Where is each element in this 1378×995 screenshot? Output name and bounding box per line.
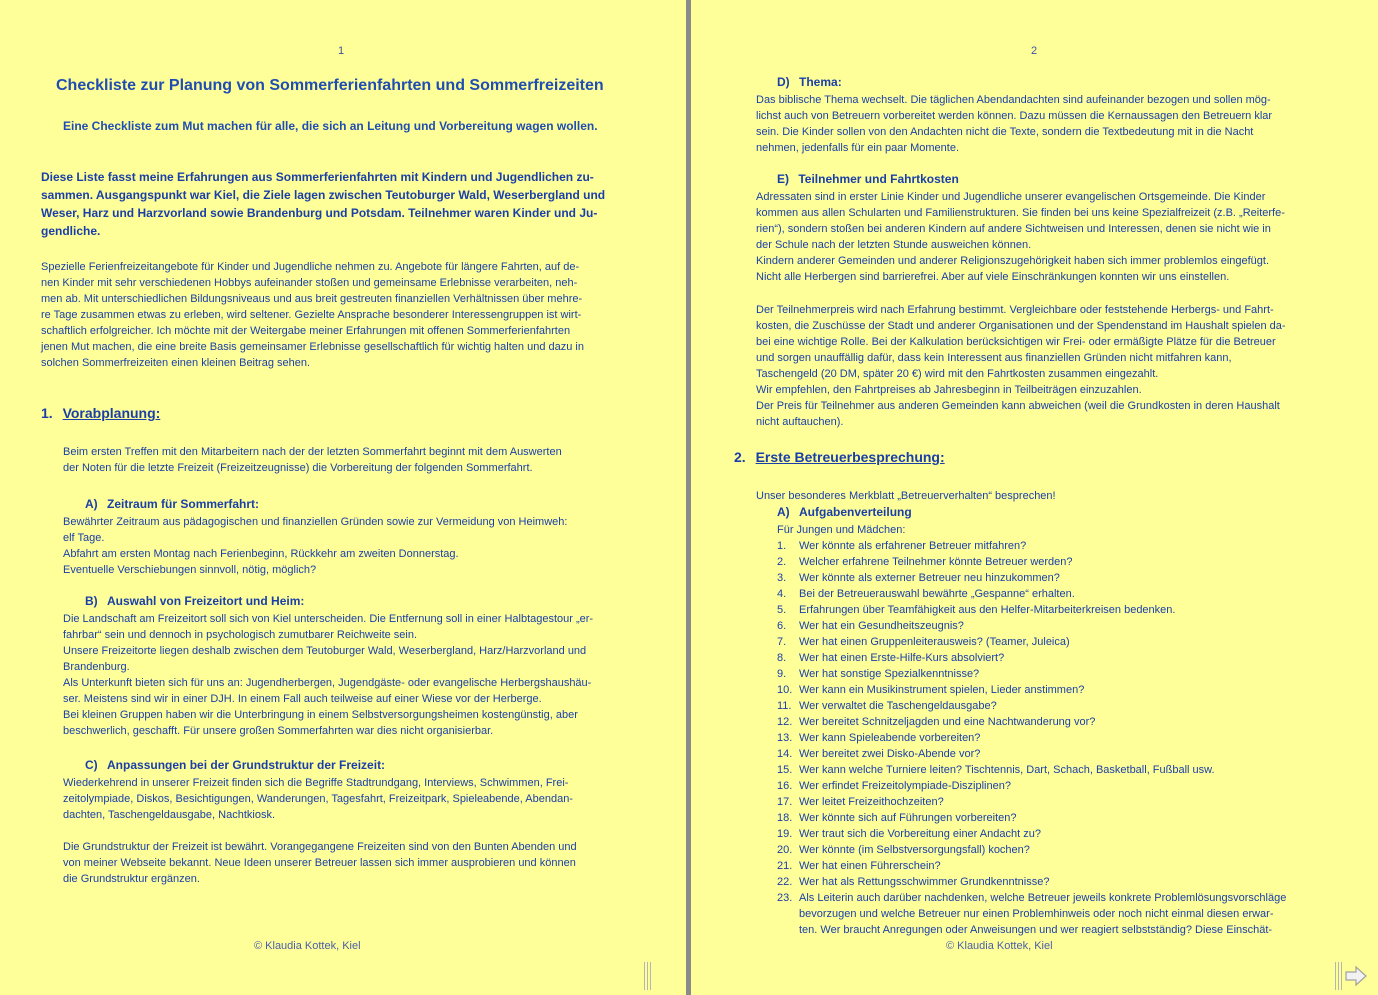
subsection-heading-b: [85, 594, 304, 608]
text-line: sein. Die Kinder sollen von den Andachten nicht die Texte, sondern die Textbedeutung mit in die Nacht: [756, 126, 1254, 138]
text-line: beschwerlich, geschafft. Für unsere großen Sommerfahrten war dies nicht organisierbar.: [63, 725, 494, 737]
text-line: elf Tage.: [63, 532, 105, 544]
text-line: Unsere Freizeitorte liegen deshalb zwischen dem Teutoburger Wald, Weserbergland, Harz/Harzvorland und: [63, 645, 587, 657]
subsection-heading-a2: [777, 505, 912, 519]
list-item: [777, 778, 1286, 794]
list-item-number: 7.: [777, 636, 787, 648]
text-line: Kindern anderer Gemeinden und anderer Religionszugehörigkeit haben sich immer problemlos eingefügt.: [756, 255, 1270, 267]
list-item-number: 14.: [777, 748, 793, 760]
subsection-label: C): [85, 758, 98, 772]
subsection-title: Teilnehmer und Fahrtkosten: [798, 172, 959, 186]
subsection-label: A): [85, 497, 98, 511]
list-item-text: Als Leiterin auch darüber nachdenken, welche Betreuer jeweils konkrete Problemlösungsvorschläge: [799, 892, 1287, 904]
section-title: Vorabplanung:: [62, 405, 161, 421]
list-item: [777, 570, 1286, 586]
subsection-d-paragraph: [756, 92, 1272, 156]
section-heading-1: [41, 405, 160, 421]
list-item: [777, 890, 1286, 906]
list-item-number: 23.: [777, 892, 793, 904]
text-line: Brandenburg.: [63, 661, 130, 673]
subsection-e-paragraph: [756, 189, 1285, 285]
text-line: Diese Liste fasst meine Erfahrungen aus Sommerferienfahrten mit Kindern und Jugendlichen zu-: [41, 170, 594, 184]
list-item: [777, 554, 1286, 570]
text-line: Nicht alle Herbergen sind barrierefrei. Aber auf viele Einschränkungen konnten wir uns einstellen.: [756, 271, 1230, 283]
document-title: Checkliste zur Planung von Sommerferienfahrten und Sommerfreizeiten: [56, 77, 604, 94]
list-item: [777, 602, 1286, 618]
text-line: lichst auch von Betreuern vorbereitet werden können. Dazu müssen die Kernaussagen den Betreuern klar: [756, 110, 1273, 122]
subsection-title: Anpassungen bei der Grundstruktur der Freizeit:: [107, 758, 386, 772]
list-item: [777, 762, 1286, 778]
text-line: Wiederkehrend in unserer Freizeit finden sich die Begriffe Stadtrundgang, Interviews, Schwimmen, Frei-: [63, 777, 569, 789]
list-item-number: 3.: [777, 572, 787, 584]
list-item-number: 5.: [777, 604, 787, 616]
list-item-text: Wer könnte sich auf Führungen vorbereiten?: [799, 812, 1017, 824]
list-item: [777, 618, 1286, 634]
page-number: 2: [1031, 45, 1038, 57]
page-number: 1: [338, 45, 345, 57]
list-item: [777, 826, 1286, 842]
subsection-label: A): [777, 505, 790, 519]
scroll-handle[interactable]: [644, 962, 654, 990]
list-item-number: 12.: [777, 716, 793, 728]
text-line: schaftlich erfolgreicher. Ich möchte mit der Weitergabe meiner Erfahrungen mit offenen Sommerferienfahrten: [41, 325, 571, 337]
list-item-text: Wer kann Spieleabende vorbereiten?: [799, 732, 981, 744]
text-line: Adressaten sind in erster Linie Kinder und Jugendliche unserer evangelischen Ortsgemeinde. Die Kinder: [756, 191, 1266, 203]
list-item: [777, 794, 1286, 810]
subsection-c-paragraph: [63, 775, 573, 823]
text-line: Spezielle Ferienfreizeitangebote für Kinder und Jugendliche nehmen zu. Angebote für längere Fahrten, auf de-: [41, 261, 580, 273]
list-item-number: 2.: [777, 556, 787, 568]
text-line: solchen Sommerfreizeiten einen kleinen Beitrag sehen.: [41, 357, 311, 369]
list-item-number: 18.: [777, 812, 793, 824]
text-line: Der Teilnehmerpreis wird nach Erfahrung bestimmt. Vergleichbare oder feststehende Herbergs- und Fahrt-: [756, 304, 1274, 316]
text-line: men ab. Mit unterschiedlichen Bildungsniveaus und aus breit gestreuten finanziellen Verhältnissen über mehre-: [41, 293, 583, 305]
intro-paragraph: [41, 259, 584, 371]
text-line: rien“), sondern stoßen bei anderen Kindern auf andere Sichtweisen und Interessen, denen sie nicht wie in: [756, 223, 1271, 235]
text-line: die Grundstruktur ergänzen.: [63, 873, 200, 885]
list-item: [777, 714, 1286, 730]
section-title: Erste Betreuerbesprechung:: [755, 449, 945, 465]
list-item-text: Wer könnte als erfahrener Betreuer mitfahren?: [799, 540, 1027, 552]
subsection-heading-c: [85, 758, 385, 772]
list-item-text: Bei der Betreuerauswahl bewährte „Gespanne“ erhalten.: [799, 588, 1075, 600]
text-line: ser. Meistens sind wir in einer DJH. In einem Fall auch teilweise auf einer Wiese vor der Herberge.: [63, 693, 542, 705]
page-footer: © Klaudia Kottek, Kiel: [946, 940, 1053, 952]
text-line: sammen. Ausgangspunkt war Kiel, die Ziele lagen zwischen Teutoburger Wald, Weserbergland und: [41, 188, 606, 202]
list-item-number: 16.: [777, 780, 793, 792]
text-line: nehmen, jedenfalls für ein paar Momente.: [756, 142, 960, 154]
section-1-paragraph: [63, 444, 562, 476]
list-item-text: Wer hat sonstige Spezialkenntnisse?: [799, 668, 980, 680]
text-line: der Schule nach der letzten Stunde ausweichen können.: [756, 239, 1032, 251]
list-item-number: 11.: [777, 700, 792, 712]
list-item-number: 15.: [777, 764, 793, 776]
task-list-intro: Für Jungen und Mädchen:: [777, 524, 906, 536]
subsection-b-paragraph: [63, 611, 593, 739]
section-number: 1.: [41, 405, 53, 421]
list-item-text: Wer kann ein Musikinstrument spielen, Lieder anstimmen?: [799, 684, 1085, 696]
list-item-text: Wer leitet Freizeithochzeiten?: [799, 796, 944, 808]
list-item: [777, 538, 1286, 554]
page-footer: © Klaudia Kottek, Kiel: [254, 940, 361, 952]
subsection-heading-a: [85, 497, 259, 511]
subsection-label: D): [777, 75, 790, 89]
subsection-label: E): [777, 172, 789, 186]
text-line: jenen Mut machen, die eine breite Basis gemeinsamer Erlebnisse gesellschaftlich für wichtig halten und dazu in: [41, 341, 584, 353]
text-line: re Tage zusammen etwas zu erleben, wird seltener. Gezielte Ansprache besonderer Interessengruppen ist wirt-: [41, 309, 582, 321]
text-line: kommen aus allen Schularten und Familienstrukturen. Sie finden bei uns keine Spezialfreizeit (z.B. „Reiterfe-: [756, 207, 1285, 219]
text-line: Bewährter Zeitraum aus pädagogischen und finanziellen Gründen sowie zur Vermeidung von Heimweh:: [63, 516, 568, 528]
list-item-number: 9.: [777, 668, 787, 680]
list-item-number: 17.: [777, 796, 793, 808]
list-item: [777, 666, 1286, 682]
subsection-title: Aufgabenverteilung: [799, 505, 912, 519]
list-item-text: Erfahrungen über Teamfähigkeit aus den Helfer-Mitarbeiterkreisen bedenken.: [799, 604, 1176, 616]
text-line: kosten, die Zuschüsse der Stadt und anderer Organisationen und der Spendenstand im Haushalt spielen da-: [756, 320, 1286, 332]
list-item: [777, 810, 1286, 826]
list-item: [777, 682, 1286, 698]
text-line: bevorzugen und welche Betreuer nur einen Problemhinweis oder noch nicht einmal diesen erwar-: [799, 908, 1274, 920]
text-line: bei eine wichtige Rolle. Bei der Kalkulation berücksichtigen wir Frei- oder ermäßigte Plätze für die Betreuer: [756, 336, 1276, 348]
text-line: Taschengeld (20 DM, später 20 €) wird mit den Fahrtkosten zusammen eingezahlt.: [756, 368, 1159, 380]
list-item-number: 21.: [777, 860, 793, 872]
list-item: [777, 858, 1286, 874]
list-item: [777, 842, 1286, 858]
list-item: [777, 698, 1286, 714]
list-item-text: Wer hat ein Gesundheitszeugnis?: [799, 620, 964, 632]
text-line: Weser, Harz und Harzvorland sowie Brandenburg und Potsdam. Teilnehmer waren Kinder und Ju-: [41, 206, 598, 220]
text-line: Beim ersten Treffen mit den Mitarbeitern nach der der letzten Sommerfahrt beginnt mit dem Auswerten: [63, 446, 562, 458]
section-2-paragraph: Unser besonderes Merkblatt „Betreuerverhalten“ besprechen!: [756, 490, 1056, 502]
subsection-title: Zeitraum für Sommerfahrt:: [107, 497, 260, 511]
list-item-text: Wer hat einen Gruppenleiterausweis? (Teamer, Juleica): [799, 636, 1070, 648]
list-item: [777, 586, 1286, 602]
text-line: und sorgen unauffällig dafür, dass kein Interessent aus finanziellen Gründen nicht mitfahren kann,: [756, 352, 1232, 364]
list-item-number: 10.: [777, 684, 793, 696]
list-item-text: Wer kann welche Turniere leiten? Tischtennis, Dart, Schach, Basketball, Fußball usw.: [799, 764, 1215, 776]
list-item-number: 19.: [777, 828, 793, 840]
text-line: nicht auftauchen).: [756, 416, 844, 428]
list-item-number: 8.: [777, 652, 787, 664]
subsection-c-paragraph-2: [63, 839, 577, 887]
next-page-arrow-icon[interactable]: [1344, 965, 1368, 987]
list-item-number: 4.: [777, 588, 787, 600]
text-line: Als Unterkunft bieten sich für uns an: Jugendherbergen, Jugendgäste- oder evangelische Herbergshaushäu-: [63, 677, 592, 689]
list-item-text: Wer erfindet Freizeitolympiade-Disziplinen?: [799, 780, 1011, 792]
list-item-text: Wer traut sich die Vorbereitung einer Andacht zu?: [799, 828, 1041, 840]
intro-bold-paragraph: [41, 168, 605, 240]
subsection-title: Auswahl von Freizeitort und Heim:: [107, 594, 305, 608]
text-line: fahrbar“ sein und dennoch in psychologisch zumutbarer Reichweite sein.: [63, 629, 418, 641]
subsection-title: Thema:: [799, 75, 842, 89]
text-line: nen Kinder mit sehr verschiedenen Hobbys aufeinander stoßen und gemeinsame Erlebnisse verarbeiten, neh-: [41, 277, 578, 289]
text-line: der Noten für die letzte Freizeit (Freizeitzeugnisse) die Vorbereitung der folgenden Sommerfahrt.: [63, 462, 533, 474]
list-item-number: 13.: [777, 732, 793, 744]
page-2: [691, 0, 1378, 995]
list-item-text: Wer hat einen Erste-Hilfe-Kurs absolviert?: [799, 652, 1005, 664]
list-item-text: Wer könnte als externer Betreuer neu hinzukommen?: [799, 572, 1060, 584]
text-line: Eventuelle Verschiebungen sinnvoll, nötig, möglich?: [63, 564, 317, 576]
text-line: Die Landschaft am Freizeitort soll sich von Kiel unterscheiden. Die Entfernung soll in einer Halbtagestour „er-: [63, 613, 594, 625]
task-list-continuation: [799, 906, 1274, 938]
list-item: [777, 730, 1286, 746]
text-line: Der Preis für Teilnehmer aus anderen Gemeinden kann abweichen (weil die Grundkosten in deren Haushalt: [756, 400, 1280, 412]
list-item-text: Wer bereitet Schnitzeljagden und eine Nachtwanderung vor?: [799, 716, 1096, 728]
list-item: [777, 634, 1286, 650]
subsection-heading-e: [777, 172, 959, 186]
list-item-text: Welcher erfahrene Teilnehmer könnte Betreuer werden?: [799, 556, 1073, 568]
text-line: Abfahrt am ersten Montag nach Ferienbeginn, Rückkehr am zweiten Donnerstag.: [63, 548, 459, 560]
text-line: dachten, Taschengeldausgabe, Nachtkiosk.: [63, 809, 275, 821]
document-subtitle: Eine Checkliste zum Mut machen für alle, die sich an Leitung und Vorbereitung wagen wollen.: [63, 119, 598, 133]
text-line: zeitolympiade, Diskos, Besichtigungen, Wanderungen, Tagesfahrt, Freizeitpark, Spieleabende, Abendan-: [63, 793, 573, 805]
list-item-text: Wer verwaltet die Taschengeldausgabe?: [799, 700, 997, 712]
text-line: ten. Wer braucht Anregungen oder Anweisungen und wer reagiert selbstständig? Diese Einschät-: [799, 924, 1273, 936]
list-item-text: Wer bereitet zwei Disko-Abende vor?: [799, 748, 981, 760]
list-item-number: 1.: [777, 540, 787, 552]
subsection-a-paragraph: [63, 514, 567, 578]
section-heading-2: [734, 449, 945, 465]
list-item-text: Wer hat einen Führerschein?: [799, 860, 941, 872]
list-item-number: 22.: [777, 876, 793, 888]
list-item: [777, 746, 1286, 762]
text-line: Wir empfehlen, den Fahrtpreises ab Jahresbeginn in Teilbeiträgen einzuzahlen.: [756, 384, 1142, 396]
list-item-text: Wer könnte (im Selbstversorgungsfall) kochen?: [799, 844, 1030, 856]
page-1: [0, 0, 686, 995]
subsection-e-paragraph-2: [756, 302, 1286, 430]
section-number: 2.: [734, 449, 746, 465]
task-list: [777, 538, 1286, 906]
list-item: [777, 650, 1286, 666]
text-line: Das biblische Thema wechselt. Die täglichen Abendandachten sind aufeinander bezogen und sollen mög-: [756, 94, 1271, 106]
text-line: von meiner Webseite bekannt. Neue Ideen unserer Betreuer lassen sich immer ausprobieren und können: [63, 857, 576, 869]
subsection-label: B): [85, 594, 98, 608]
text-line: Bei kleinen Gruppen haben wir die Unterbringung in einem Selbstversorgungsheimen kostengünstig, aber: [63, 709, 578, 721]
list-item-text: Wer hat als Rettungsschwimmer Grundkenntnisse?: [799, 876, 1050, 888]
list-item-number: 6.: [777, 620, 787, 632]
subsection-heading-d: [777, 75, 842, 89]
list-item: [777, 874, 1286, 890]
text-line: Die Grundstruktur der Freizeit ist bewährt. Vorangegangene Freizeiten sind von den Bunten Abenden und: [63, 841, 577, 853]
text-line: gendliche.: [41, 224, 101, 238]
list-item-number: 20.: [777, 844, 793, 856]
